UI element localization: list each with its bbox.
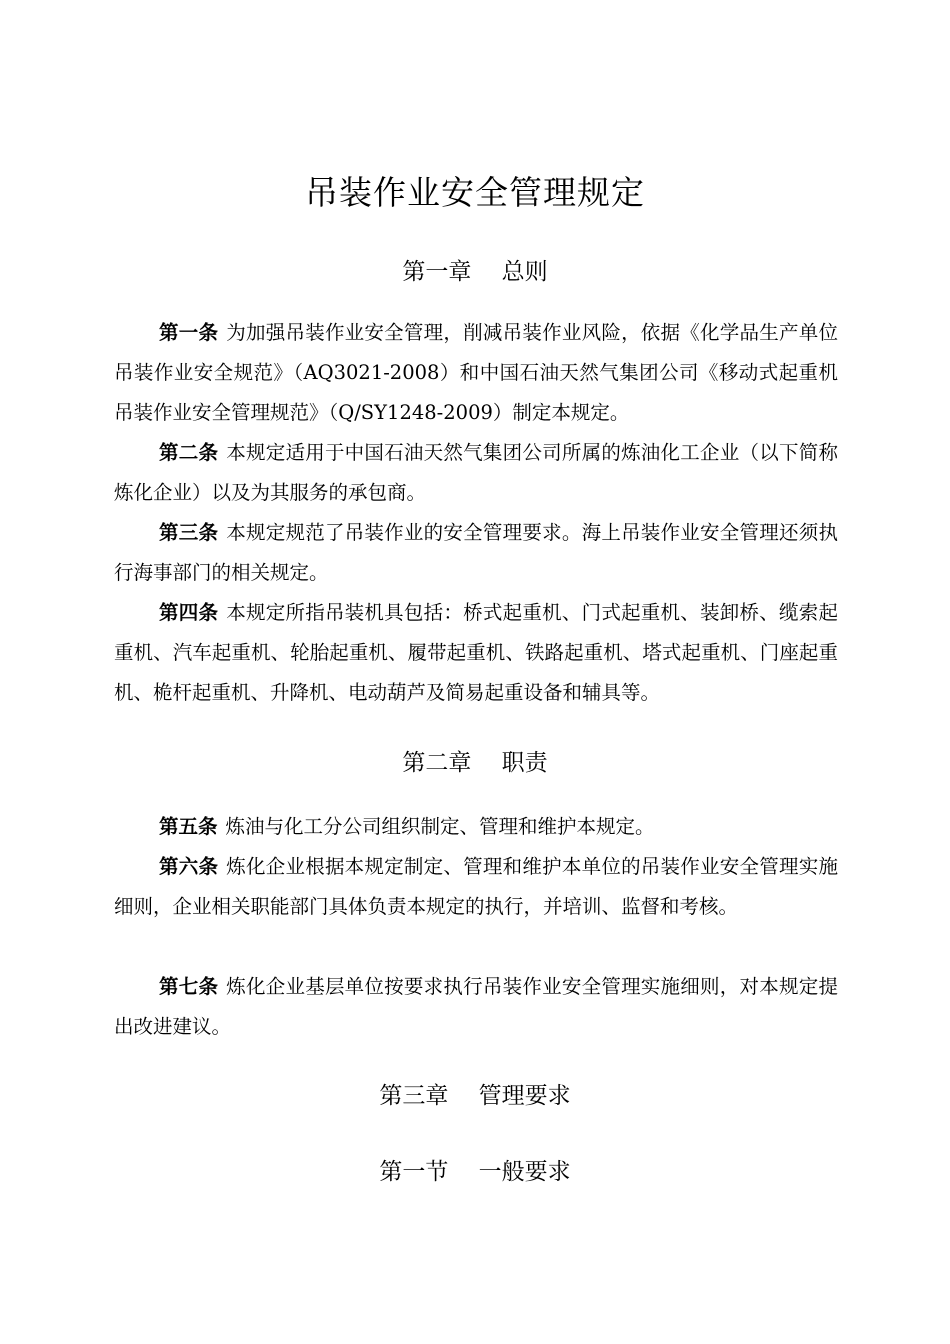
article-label: 第五条 bbox=[159, 815, 218, 838]
article-paragraph bbox=[114, 513, 838, 593]
article-paragraph bbox=[114, 807, 838, 847]
article-paragraph bbox=[114, 593, 838, 713]
document-title: 吊装作业安全管理规定 bbox=[305, 173, 645, 212]
section-heading: 第一节 一般要求 bbox=[379, 1159, 571, 1185]
article-paragraph bbox=[114, 433, 838, 513]
article-label: 第七条 bbox=[159, 975, 219, 998]
article-label: 第三条 bbox=[159, 521, 219, 544]
article-text: 炼油与化工分公司组织制定、管理和维护本规定。 bbox=[225, 815, 655, 838]
chapter-heading: 第一章 总则 bbox=[402, 259, 548, 285]
chapter-heading: 第二章 职责 bbox=[402, 750, 548, 776]
article-paragraph bbox=[114, 313, 838, 433]
article-text: 炼化企业基层单位按要求执行吊装作业安全管理实施细则，对本规定提出改进建议。 bbox=[114, 975, 838, 1038]
article-label: 第四条 bbox=[159, 601, 219, 624]
article-text: 为加强吊装作业安全管理，削减吊装作业风险，依据《化学品生产单位吊装作业安全规范》（AQ3021-2008）和中国石油天然气集团公司《移动式起重机吊装作业安全管理规范》（Q/SY1248-2009）制定本规定。 bbox=[114, 321, 838, 424]
article-text: 本规定所指吊装机具包括：桥式起重机、门式起重机、装卸桥、缆索起重机、汽车起重机、轮胎起重机、履带起重机、铁路起重机、塔式起重机、门座起重机、桅杆起重机、升降机、电动葫芦及简易起重设备和辅具等。 bbox=[114, 601, 838, 704]
article-text: 本规定规范了吊装作业的安全管理要求。海上吊装作业安全管理还须执行海事部门的相关规定。 bbox=[114, 521, 838, 584]
chapter-heading: 第三章 管理要求 bbox=[379, 1083, 571, 1109]
article-label: 第二条 bbox=[159, 441, 219, 464]
article-label: 第一条 bbox=[159, 321, 219, 344]
article-paragraph bbox=[114, 847, 838, 927]
article-text: 本规定适用于中国石油天然气集团公司所属的炼油化工企业（以下简称炼化企业）以及为其服务的承包商。 bbox=[114, 441, 838, 504]
article-paragraph bbox=[114, 967, 838, 1047]
article-label: 第六条 bbox=[159, 855, 219, 878]
article-text: 炼化企业根据本规定制定、管理和维护本单位的吊装作业安全管理实施细则，企业相关职能部门具体负责本规定的执行，并培训、监督和考核。 bbox=[114, 855, 838, 918]
